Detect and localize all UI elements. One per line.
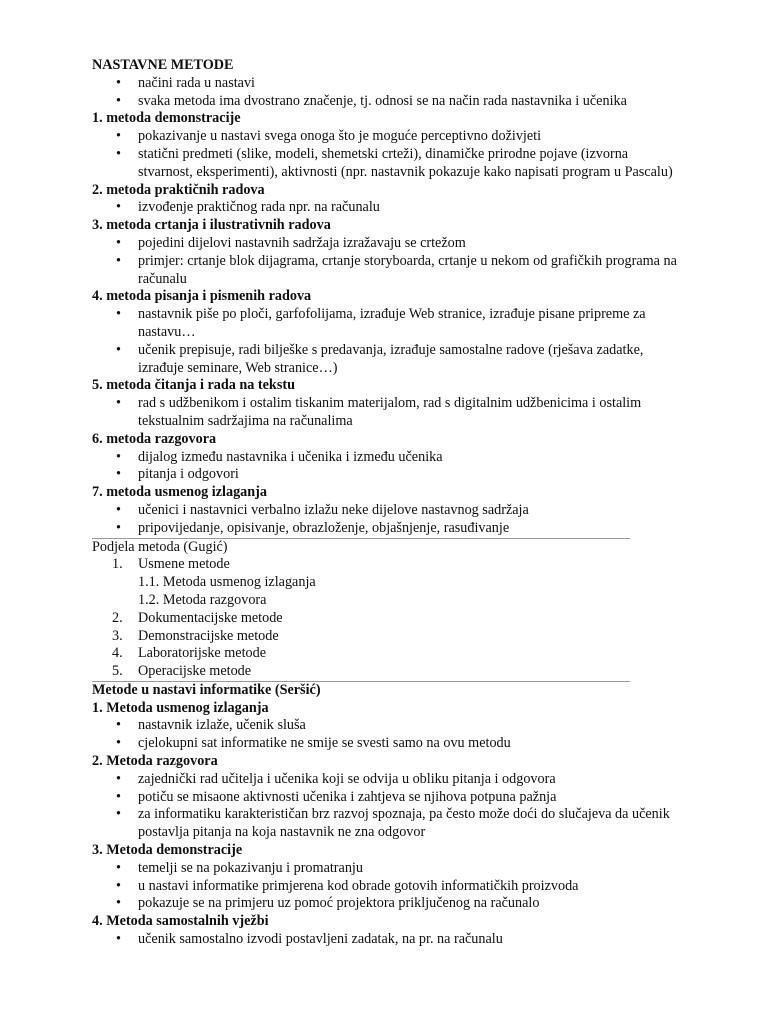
list-item: • svaka metoda ima dvostrano značenje, tj. odnosi se na način rada nastavnika i učenika — [92, 93, 682, 111]
item-text: Usmene metode — [138, 556, 230, 573]
list-item: • načini rada u nastavi — [92, 75, 682, 93]
method-items — [92, 717, 682, 753]
method-heading: 2. Metoda razgovora — [92, 753, 218, 770]
list-item: • dijalog između nastavnika i učenika i između učenika — [92, 449, 682, 467]
item-number: 1. — [112, 556, 123, 573]
list-item: • pojedini dijelovi nastavnih sadržaja izražavaju se crtežom — [92, 235, 682, 253]
numbered-item — [92, 663, 682, 681]
method-items — [92, 395, 682, 431]
method-items — [92, 771, 682, 842]
list-item: • nastavnik izlaže, učenik sluša — [92, 717, 682, 735]
method-heading: 7. metoda usmenog izlaganja — [92, 484, 267, 501]
intro-list — [92, 75, 682, 111]
list-item: • cjelokupni sat informatike ne smije se svesti samo na ovu metodu — [92, 735, 682, 753]
method-heading: 1. metoda demonstracije — [92, 110, 241, 127]
numbered-item — [92, 556, 682, 574]
list-item: • pripovijedanje, opisivanje, obrazloženje, objašnjenje, rasuđivanje — [92, 520, 682, 538]
item-text: 1.1. Metoda usmenog izlaganja — [138, 574, 316, 591]
numbered-item — [92, 610, 682, 628]
method-heading: 6. metoda razgovora — [92, 430, 217, 447]
item-number: 3. — [112, 627, 123, 644]
list-item: • izvođenje praktičnog rada npr. na računalu — [92, 199, 682, 217]
method-items — [92, 128, 682, 181]
numbered-item — [92, 628, 682, 646]
sersic-heading: Metode u nastavi informatike (Seršić) — [92, 681, 321, 698]
item-text: Dokumentacijske metode — [138, 609, 283, 626]
item-number: 5. — [112, 663, 123, 680]
document-title: NASTAVNE METODE — [92, 57, 234, 73]
list-item: • rad s udžbenikom i ostalim tiskanim materijalom, rad s digitalnim udžbenicima i ostalim tekstualnim sadržajima na računalima — [92, 395, 682, 431]
list-item: • za informatiku karakterističan brz razvoj spoznaja, pa često može doći do slučajeva da učenik postavlja pitanja na koja nastavnik ne zna odgovor — [92, 806, 682, 842]
list-item: • pitanja i odgovori — [92, 466, 682, 484]
numbered-item — [92, 645, 682, 663]
item-number: 2. — [112, 609, 123, 626]
method-heading: 1. Metoda usmenog izlaganja — [92, 699, 269, 716]
list-item: • učenik prepisuje, radi bilješke s predavanja, izrađuje samostalne radove (rješava zadatke, izrađuje seminare, Web stranice…) — [92, 342, 682, 378]
sersic-section — [92, 700, 682, 949]
document — [92, 57, 682, 949]
method-items — [92, 306, 682, 377]
list-item: • primjer: crtanje blok dijagrama, crtanje storyboarda, crtanje u nekom od grafičkih programa na računalu — [92, 253, 682, 289]
list-item: • statični predmeti (slike, modeli, shemetski crteži), dinamičke prirodne pojave (izvorna stvarnost, eksperimenti), aktivnosti (npr. nastavnik pokazuje kako napisati program u Pascalu) — [92, 146, 682, 182]
method-items — [92, 860, 682, 913]
method-heading: 3. metoda crtanja i ilustrativnih radova — [92, 217, 331, 234]
numbered-item — [92, 592, 682, 610]
list-item: • učenik samostalno izvodi postavljeni zadatak, na pr. na računalu — [92, 931, 682, 949]
numbered-item — [92, 574, 682, 592]
method-heading: 2. metoda praktičnih radova — [92, 181, 265, 198]
item-text: Operacijske metode — [138, 663, 252, 680]
list-item: • nastavnik piše po ploči, garfofolijama, izrađuje Web stranice, izrađuje pisane pripreme za nastavu… — [92, 306, 682, 342]
method-items — [92, 199, 682, 217]
method-heading: 3. Metoda demonstracije — [92, 842, 243, 859]
list-item: • pokazuje se na primjeru uz pomoć projektora priključenog na računalo — [92, 895, 682, 913]
list-item: • temelji se na pokazivanju i promatranju — [92, 860, 682, 878]
gugic-list — [92, 556, 682, 681]
item-text: Demonstracijske metode — [138, 627, 279, 644]
list-item: • u nastavi informatike primjerena kod obrade gotovih informatičkih proizvoda — [92, 878, 682, 896]
item-text: 1.2. Metoda razgovora — [138, 591, 267, 608]
methods-section — [92, 110, 682, 537]
item-text: Laboratorijske metode — [138, 645, 267, 662]
method-heading: 5. metoda čitanja i rada na tekstu — [92, 377, 295, 394]
method-items — [92, 931, 682, 949]
method-heading: 4. Metoda samostalnih vježbi — [92, 913, 269, 930]
method-items — [92, 449, 682, 485]
list-item: • pokazivanje u nastavi svega onoga što je moguće perceptivno doživjeti — [92, 128, 682, 146]
method-items — [92, 502, 682, 538]
list-item: • zajednički rad učitelja i učenika koji se odvija u obliku pitanja i odgovora — [92, 771, 682, 789]
list-item: • učenici i nastavnici verbalno izlažu neke dijelove nastavnog sadržaja — [92, 502, 682, 520]
method-heading: 4. metoda pisanja i pismenih radova — [92, 288, 312, 305]
method-items — [92, 235, 682, 288]
list-item: • potiču se misaone aktivnosti učenika i zahtjeva se njihova potpuna pažnja — [92, 789, 682, 807]
item-number: 4. — [112, 645, 123, 662]
gugic-heading: Podjela metoda (Gugić) — [92, 538, 228, 555]
